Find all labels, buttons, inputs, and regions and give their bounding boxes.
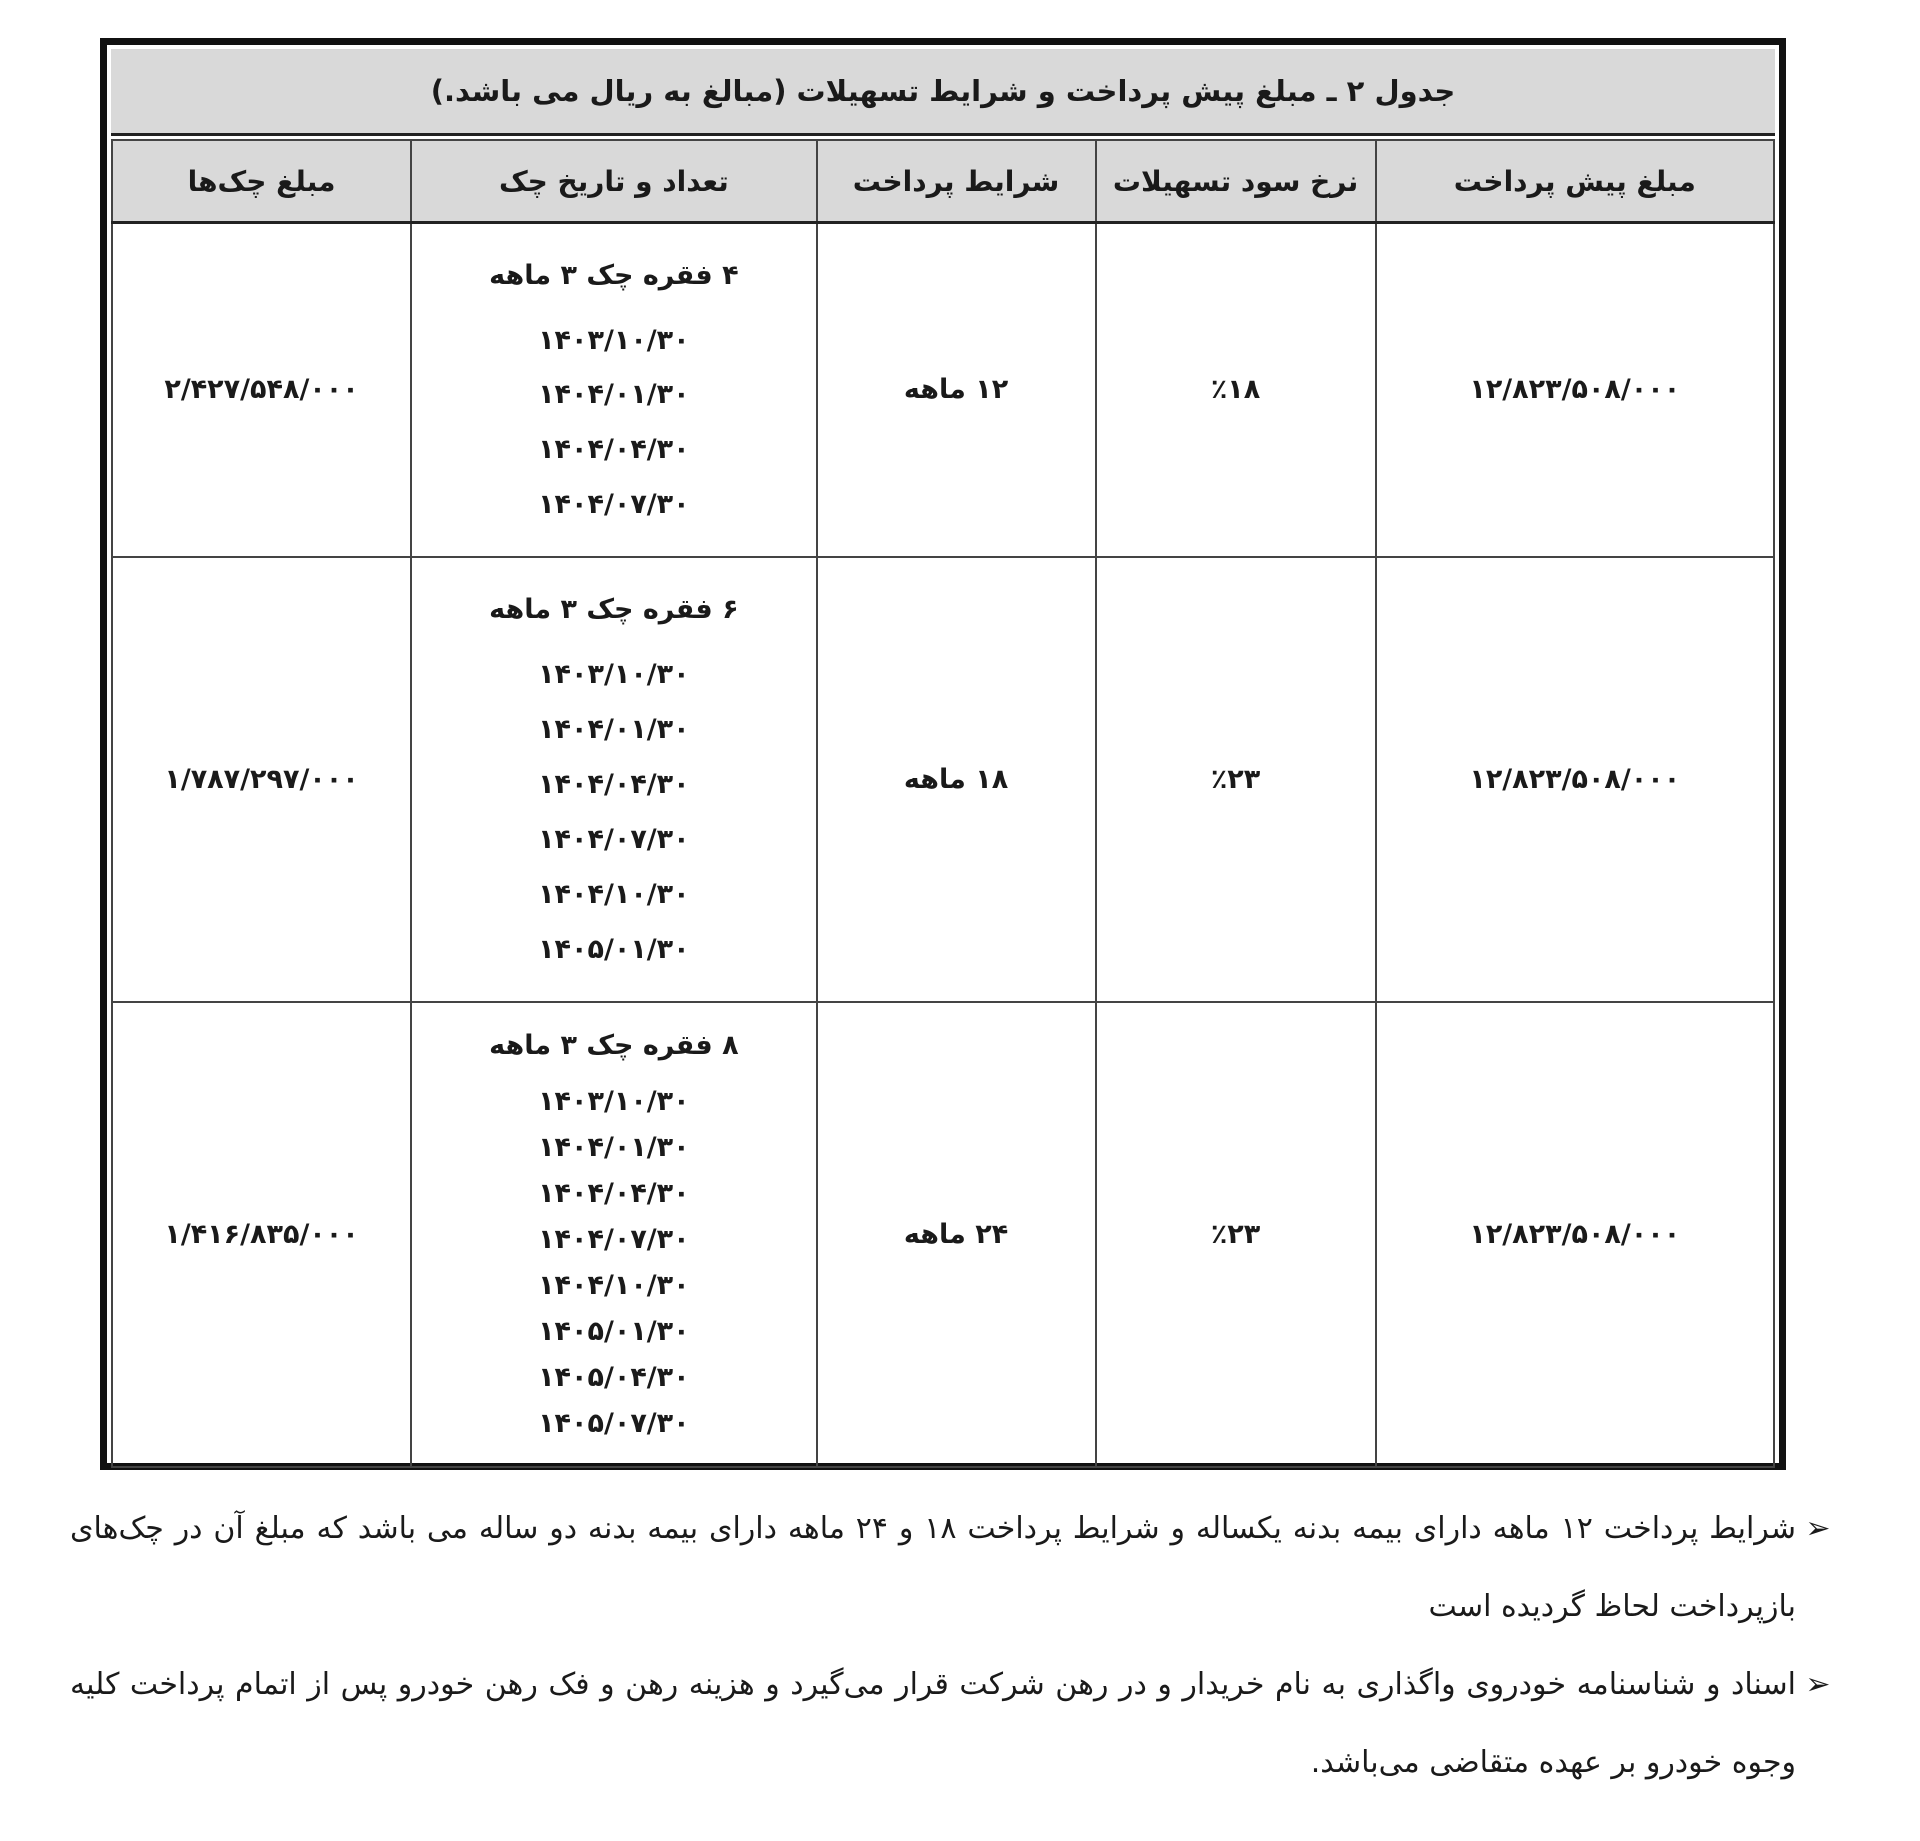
check-amount-cell: ۱/۴۱۶/۸۳۵/۰۰۰ <box>112 1002 411 1467</box>
header-checks: تعداد و تاریخ چک <box>411 140 816 223</box>
check-date: ۱۴۰۵/۰۱/۳۰ <box>538 1315 690 1347</box>
checks-cell <box>411 223 816 557</box>
note-item <box>70 1490 1840 1646</box>
table-row <box>112 557 1774 1002</box>
table-row <box>112 1002 1774 1467</box>
prepayment-cell: ۱۲/۸۲۳/۵۰۸/۰۰۰ <box>1376 557 1774 1002</box>
term-cell: ۱۲ ماهه <box>817 223 1096 557</box>
arrow-bullet-icon: ➢ <box>1805 1511 1831 1546</box>
check-date: ۱۴۰۴/۰۴/۳۰ <box>538 768 690 800</box>
check-date: ۱۴۰۴/۰۱/۳۰ <box>538 379 690 411</box>
term-cell: ۱۸ ماهه <box>817 557 1096 1002</box>
note-text: شرایط پرداخت ۱۲ ماهه دارای بیمه بدنه یکساله و شرایط پرداخت ۱۸ و ۲۴ ماهه دارای بیمه بدنه دو ساله می باشد که مبلغ آن در چک‌های بازپرداخت لحاظ گردیده است <box>70 1511 1796 1624</box>
header-rate: نرخ سود تسهیلات <box>1096 140 1376 223</box>
rate-cell: ٪۲۳ <box>1096 1002 1376 1467</box>
installment-table <box>100 38 1786 1470</box>
table-title: جدول ۲ ـ مبلغ پیش پرداخت و شرایط تسهیلات (مبالغ به ریال می باشد.) <box>111 49 1775 136</box>
checks-title: ۶ فقره چک ۳ ماهه <box>489 593 739 625</box>
note-item <box>70 1646 1840 1802</box>
checks-cell <box>411 1002 816 1467</box>
term-cell: ۲۴ ماهه <box>817 1002 1096 1467</box>
terms-grid <box>111 139 1775 1468</box>
notes-section <box>70 1490 1840 1802</box>
arrow-bullet-icon: ➢ <box>1805 1667 1831 1702</box>
prepayment-cell: ۱۲/۸۲۳/۵۰۸/۰۰۰ <box>1376 223 1774 557</box>
prepayment-cell: ۱۲/۸۲۳/۵۰۸/۰۰۰ <box>1376 1002 1774 1467</box>
checks-cell <box>411 557 816 1002</box>
check-date: ۱۴۰۴/۰۷/۳۰ <box>538 1223 690 1255</box>
check-date: ۱۴۰۴/۰۴/۳۰ <box>538 1177 690 1209</box>
rate-cell: ٪۲۳ <box>1096 557 1376 1002</box>
check-date: ۱۴۰۴/۰۱/۳۰ <box>538 713 690 745</box>
header-check-amount: مبلغ چک‌ها <box>112 140 411 223</box>
check-date: ۱۴۰۴/۰۷/۳۰ <box>538 823 690 855</box>
rate-cell: ٪۱۸ <box>1096 223 1376 557</box>
check-date: ۱۴۰۴/۱۰/۳۰ <box>538 1269 690 1301</box>
checks-title: ۴ فقره چک ۳ ماهه <box>489 259 739 291</box>
header-term: شرایط پرداخت <box>817 140 1096 223</box>
check-date: ۱۴۰۴/۱۰/۳۰ <box>538 878 690 910</box>
note-text: اسناد و شناسنامه خودروی واگذاری به نام خریدار و در رهن شرکت قرار می‌گیرد و هزینه رهن و فک رهن خودرو پس از اتمام پرداخت کلیه وجوه خودرو بر عهده متقاضی می‌باشد. <box>70 1667 1796 1780</box>
check-date: ۱۴۰۳/۱۰/۳۰ <box>538 1085 690 1117</box>
checks-title: ۸ فقره چک ۳ ماهه <box>489 1029 739 1061</box>
header-row <box>112 140 1774 223</box>
check-amount-cell: ۱/۷۸۷/۲۹۷/۰۰۰ <box>112 557 411 1002</box>
check-amount-cell: ۲/۴۲۷/۵۴۸/۰۰۰ <box>112 223 411 557</box>
table-row <box>112 223 1774 557</box>
header-prepayment: مبلغ پیش پرداخت <box>1376 140 1774 223</box>
check-date: ۱۴۰۵/۰۴/۳۰ <box>538 1361 690 1393</box>
check-date: ۱۴۰۴/۰۴/۳۰ <box>538 434 690 465</box>
check-date: ۱۴۰۴/۰۷/۳۰ <box>538 488 690 520</box>
check-date: ۱۴۰۴/۰۱/۳۰ <box>538 1131 690 1163</box>
check-date: ۱۴۰۵/۰۱/۳۰ <box>538 933 690 965</box>
check-date: ۱۴۰۳/۱۰/۳۰ <box>538 324 690 356</box>
check-date: ۱۴۰۳/۱۰/۳۰ <box>538 658 690 690</box>
check-date: ۱۴۰۵/۰۷/۳۰ <box>538 1407 690 1439</box>
